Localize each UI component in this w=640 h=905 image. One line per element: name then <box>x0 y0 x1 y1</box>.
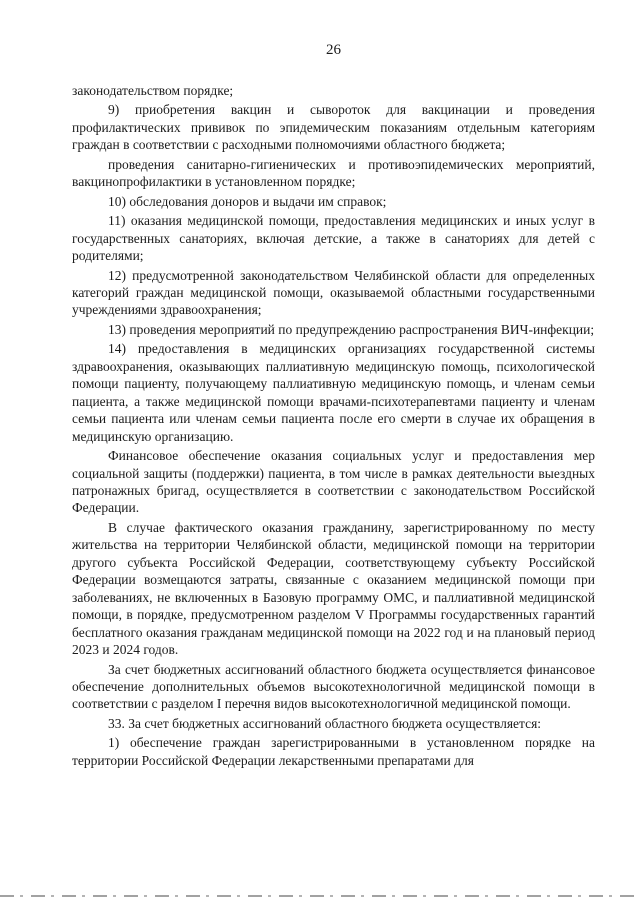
paragraph: 11) оказания медицинской помощи, предоставления медицинских и иных услуг в государственных санаториях, включая детские, а также в санаториях для детей с родителями; <box>72 213 595 264</box>
document-body <box>72 82 595 769</box>
paragraph: 13) проведения мероприятий по предупреждению распространения ВИЧ-инфекции; <box>108 321 595 337</box>
paragraph: 33. За счет бюджетных ассигнований областного бюджета осуществляется: <box>108 715 542 731</box>
paragraph: законодательством порядке; <box>72 83 234 98</box>
paragraph: За счет бюджетных ассигнований областного бюджета осуществляется финансовое обеспечение дополнительных объемов высокотехнологичной медицинской помощи в соответствии с разделом I перечня видов высокотехнологичной медицинской помощи. <box>72 661 595 712</box>
paragraph: 9) приобретения вакцин и сывороток для вакцинации и проведения профилактических прививок по эпидемическим показаниям отдельным категориям граждан в соответствии с расходными полномочиями областного бюджета; <box>72 102 595 153</box>
paragraph: 12) предусмотренной законодательством Челябинской области для определенных категорий граждан медицинской помощи, оказываемой областными государственными учреждениями здравоохранения; <box>72 267 595 318</box>
paragraph: Финансовое обеспечение оказания социальных услуг и предоставления мер социальной защиты (поддержки) пациента, в том числе в рамках деятельности выездных патронажных бригад, осуществляется в соответствии с законодательством Российской Федерации. <box>72 448 595 516</box>
paragraph: проведения санитарно-гигиенических и противоэпидемических мероприятий, вакцинопрофилактики в установленном порядке; <box>72 156 595 190</box>
paragraph: 10) обследования доноров и выдачи им справок; <box>108 193 387 209</box>
paragraph: 1) обеспечение граждан зарегистрированными в установленном порядке на территории Российской Федерации лекарственными препаратами для <box>72 735 595 768</box>
page-number: 26 <box>326 42 341 58</box>
scan-edge-artifact <box>0 895 640 897</box>
paragraph: 14) предоставления в медицинских организациях государственной системы здравоохранения, оказывающих паллиативную медицинскую помощь, психологической помощи пациенту, получающему паллиативную медицинскую помощь, и членам семьи пациента, а также медицинской помощи врачами-психотерапевтами пациенту и членам семьи пациента или членам семьи пациента после его смерти в случае их обращения в медицинскую организацию. <box>72 341 595 444</box>
paragraph: В случае фактического оказания гражданину, зарегистрированному по месту жительства на территории Челябинской области, медицинской помощи на территории другого субъекта Российской Федерации, соответствующему субъекту Российской Федерации возмещаются затраты, связанные с оказанием медицинской помощи при заболеваниях, не включенных в Базовую программу ОМС, и паллиативной медицинской помощи, в порядке, предусмотренном разделом V Программы государственных гарантий бесплатного оказания гражданам медицинской помощи на 2022 год и на плановый период 2023 и 2024 годов. <box>72 519 595 658</box>
